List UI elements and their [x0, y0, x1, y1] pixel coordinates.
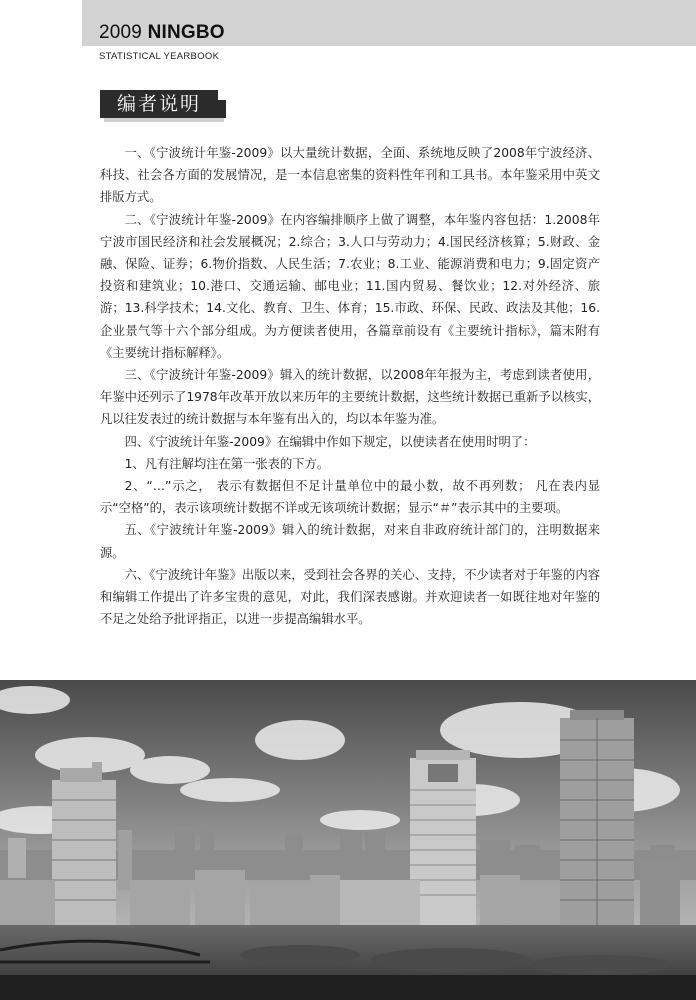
section-title-box: [100, 90, 218, 118]
paragraph-3: 三、《宁波统计年鉴-2009》辑入的统计数据，以2008年年报为主，考虑到读者使用，年鉴中还列示了1978年改革开放以来历年的主要统计数据，这些统计数据已重新予以核实，凡以往发表过的统计数据与本年鉴有出入的，均以本年鉴为准。: [100, 368, 600, 427]
section-title: 编者说明: [116, 93, 201, 115]
header-year: 2009: [99, 22, 143, 43]
paragraph-1: 一、《宁波统计年鉴-2009》以大量统计数据，全面、系统地反映了2008年宁波经济、科技、社会各方面的发展情况，是一本信息密集的资料性年刊和工具书。本年鉴采用中英文排版方式。: [100, 146, 600, 205]
paragraph-6: 2、“…”示之， 表示有数据但不足计量单位中的最小数，故不再列数； 凡在表内显示“空格”的，表示该项统计数据不详或无该项统计数据；显示“＃”表示其中的主要项。: [100, 479, 600, 516]
paragraph-8: 六、《宁波统计年鉴》出版以来，受到社会各界的关心、支持，不少读者对于年鉴的内容和编辑工作提出了许多宝贵的意见，对此，我们深表感谢。并欢迎读者一如既往地对年鉴的不足之处给予批评指正，以进一步提高编辑水平。: [100, 567, 600, 627]
header-subtitle: STATISTICAL YEARBOOK: [99, 51, 220, 62]
city-skyline-photo: [0, 680, 696, 1000]
header-city: NINGBO: [147, 22, 225, 43]
header-title: [99, 22, 225, 44]
paragraph-4: 四、《宁波统计年鉴-2009》在编辑中作如下规定，以使读者在使用时明了：: [124, 434, 536, 449]
paragraph-2: 二、《宁波统计年鉴-2009》在内容编排顺序上做了调整，本年鉴内容包括：1.2008年宁波市国民经济和社会发展概况；2.综合；3.人口与劳动力；4.国民经济核算；5.财政、金融、保险、证券；6.物价指数、人民生活；7.农业；8.工业、能源消费和电力；9.固定资产投资和建筑业；10.港口、交通运输、邮电业；11.国内贸易、餐饮业；12.对外经济、旅游；13.科学技术；14.文化、教育、卫生、体育；15.市政、环保、民政、政法及其他；16.企业景气等十六个部分组成。为方便读者使用，各篇章前设有《主要统计指标》，篇末附有《主要统计指标解释》。: [100, 212, 600, 360]
paragraph-7: 五、《宁波统计年鉴-2009》辑入的统计数据，对来自非政府统计部门的，注明数据来源。: [100, 523, 600, 560]
paragraph-5: 1、凡有注解均注在第一张表的下方。: [124, 456, 330, 471]
editor-notes-body: [100, 142, 600, 630]
